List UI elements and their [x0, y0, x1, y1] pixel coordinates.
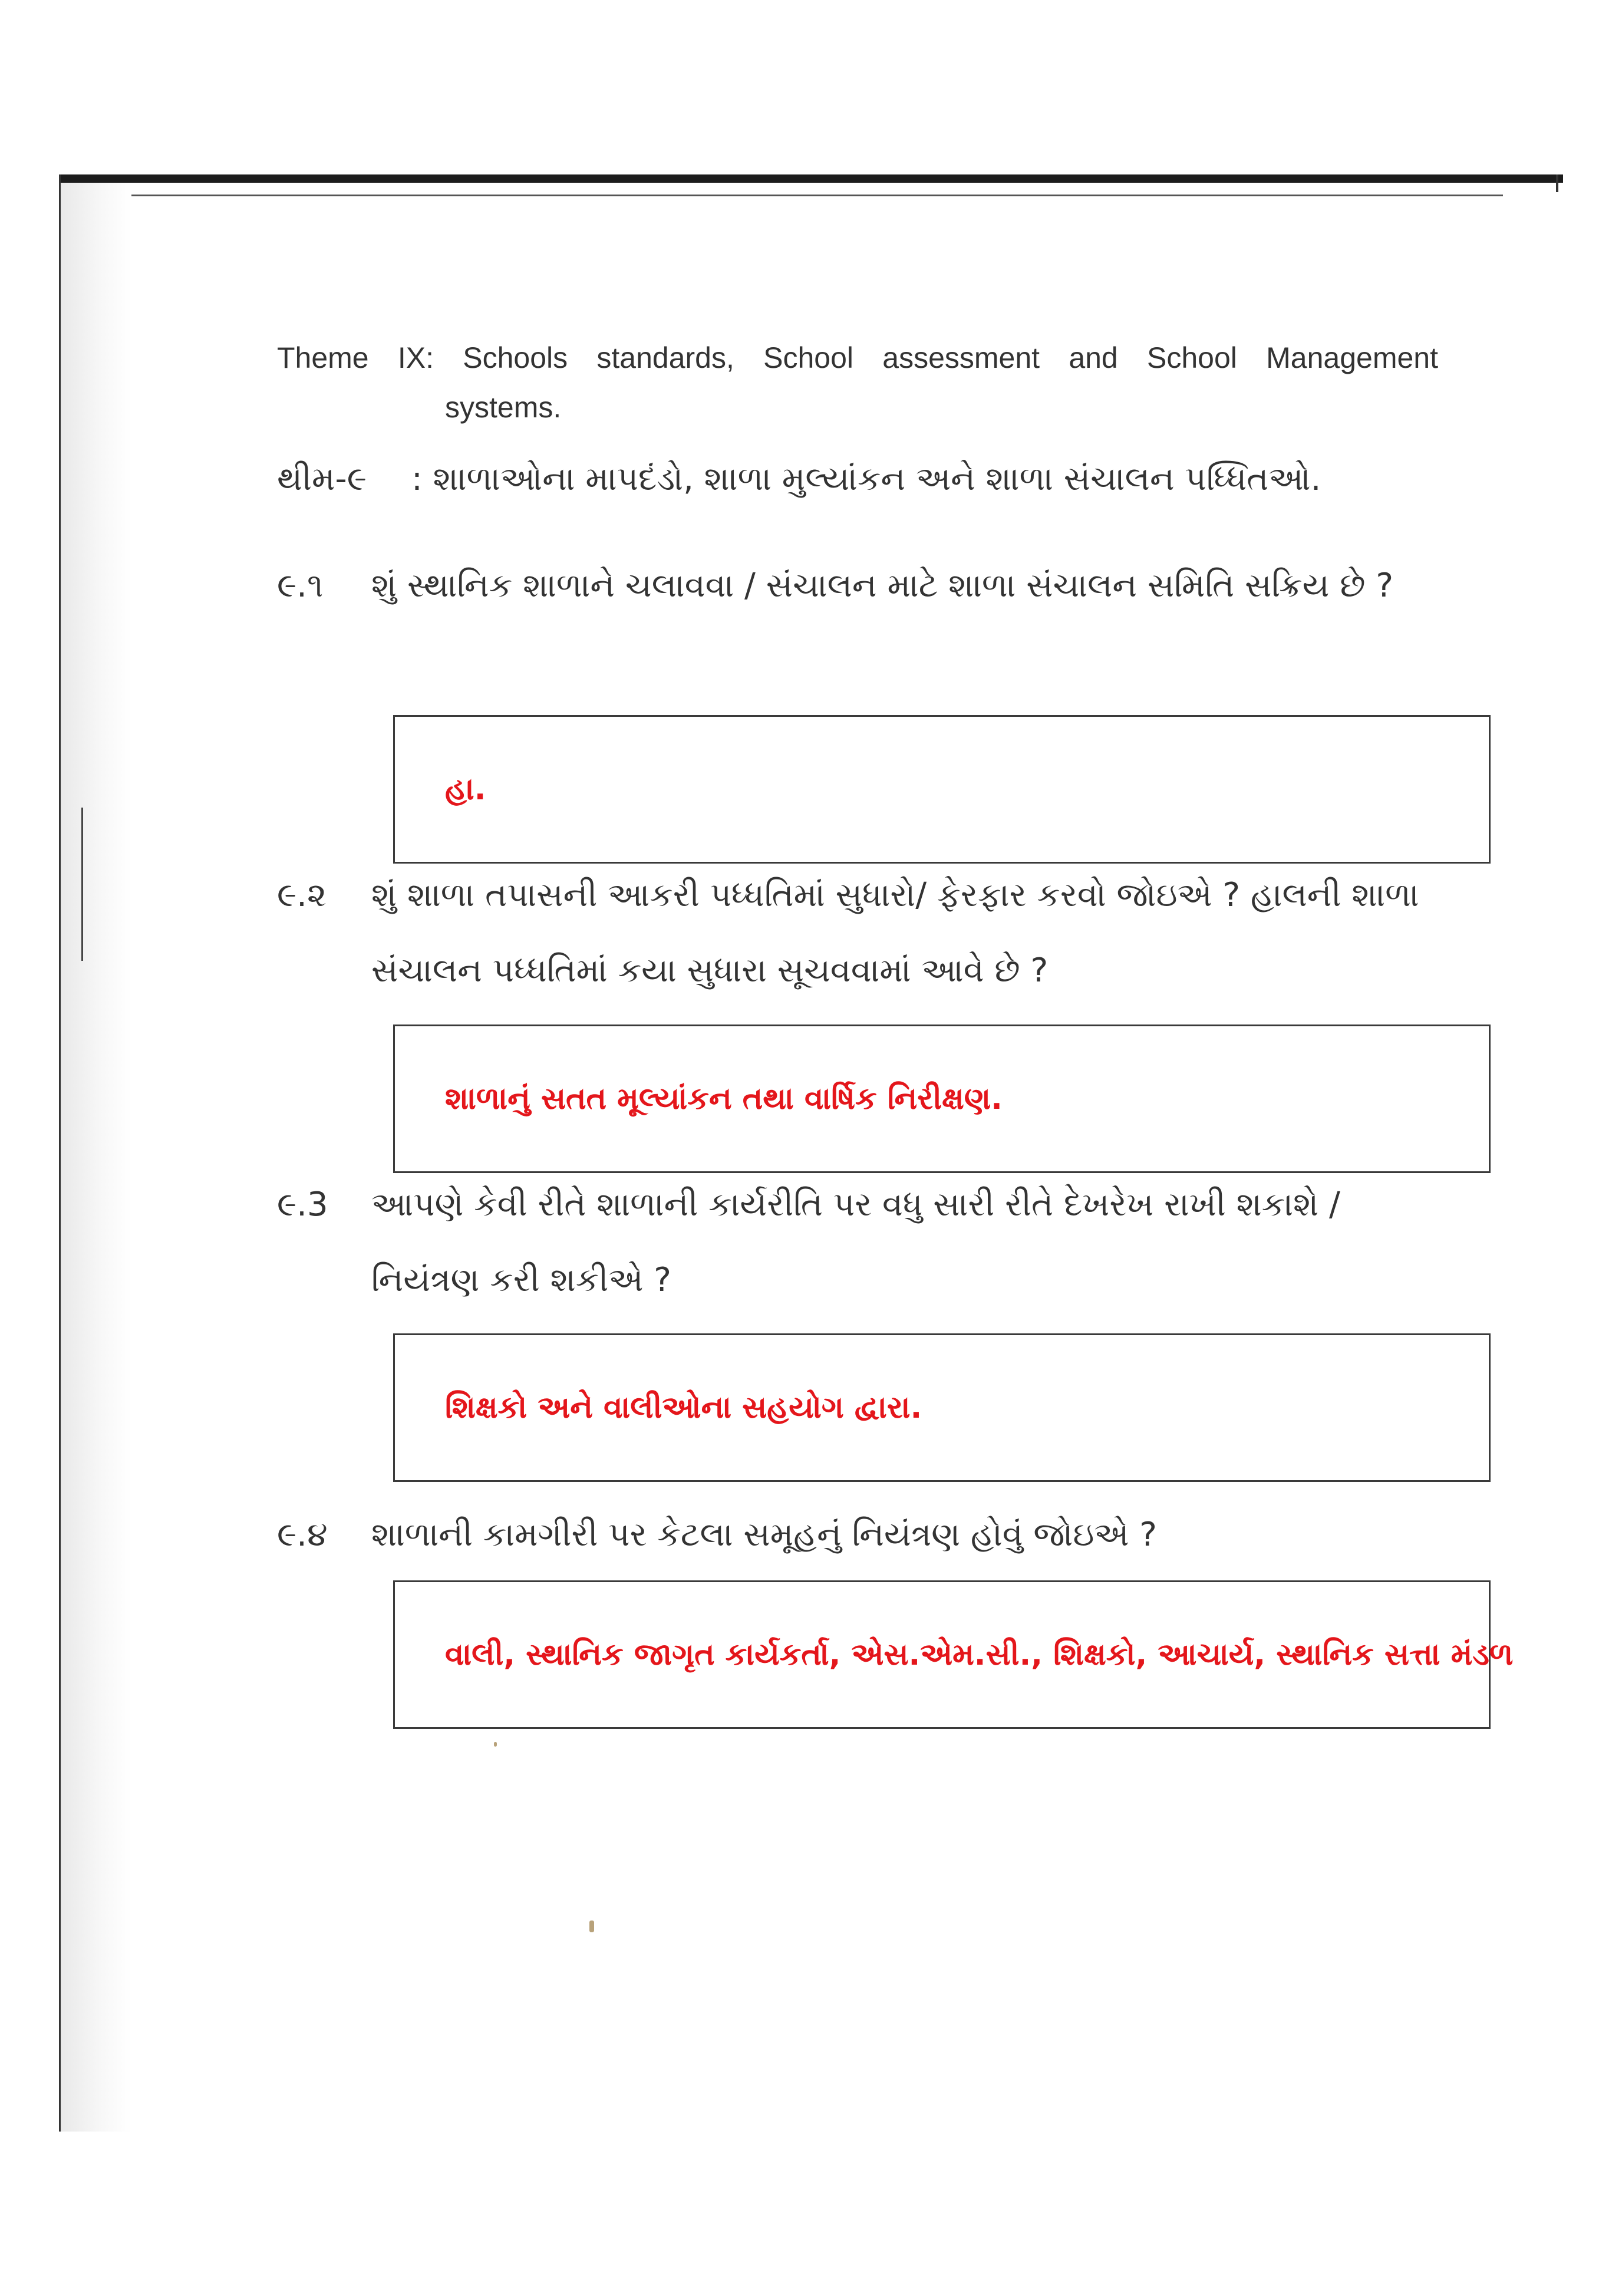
theme-heading-english — [277, 333, 1438, 432]
theme-label: થીમ-૯ — [277, 460, 367, 498]
question-text: શાળાની કામગીરી પર કેટલા સમૂહનું નિયંત્રણ હોવું જોઇએ ? — [371, 1516, 1158, 1554]
answer-box — [393, 1333, 1491, 1482]
theme-word: School — [763, 341, 854, 374]
theme-word: and — [1069, 341, 1118, 374]
theme-word: standards, — [596, 341, 734, 374]
theme-word: Theme — [277, 341, 369, 374]
answer-text: હા. — [445, 771, 486, 807]
question-item — [277, 1497, 1426, 1573]
theme-word: assessment — [882, 341, 1040, 374]
question-number: ૯.૨ — [277, 876, 327, 914]
theme-heading-english-line1 — [277, 333, 1438, 383]
answer-box — [393, 1580, 1514, 1729]
question-item — [277, 548, 1426, 624]
scan-left-mark — [81, 808, 83, 961]
scan-left-shadow — [61, 183, 131, 2132]
question-number: ૯.૧ — [277, 566, 324, 605]
theme-word: Schools — [463, 341, 568, 374]
answer-text: શિક્ષકો અને વાલીઓના સહયોગ દ્વારા. — [445, 1389, 922, 1425]
answer-text: શાળાનું સતત મૂલ્યાંકન તથા વાર્ષિક નિરીક્ષણ. — [445, 1081, 1003, 1116]
theme-word: IX: — [397, 341, 434, 374]
scan-right-edge — [1556, 174, 1558, 192]
question-text: શું સ્થાનિક શાળાને ચલાવવા / સંચાલન માટે શાળા સંચાલન સમિતિ સક્રિય છે ? — [371, 566, 1394, 605]
paper-speck — [494, 1742, 497, 1747]
question-item — [277, 1167, 1426, 1318]
scan-top-edge — [59, 174, 1563, 183]
question-text: આપણે કેવી રીતે શાળાની કાર્યરીતિ પર વધુ સારી રીતે દેખરેખ રાખી શકાશે / નિયંત્રણ કરી શકીએ ? — [371, 1185, 1340, 1299]
answer-text: વાલી, સ્થાનિક જાગૃત કાર્યકર્તા, એસ.એમ.સી., શિક્ષકો, આચાર્ય, સ્થાનિક સત્તા મંડળ — [445, 1636, 1514, 1672]
theme-title: : શાળાઓના માપદંડો, શાળા મુલ્યાંકન અને શાળા સંચાલન પધ્ધિતઓ. — [411, 460, 1321, 498]
theme-heading-english-line2: systems. — [445, 391, 562, 424]
question-number: ૯.3 — [277, 1185, 328, 1224]
question-text: શું શાળા તપાસની આકરી પધ્ધતિમાં સુધારો/ ફેરફાર કરવો જોઇએ ? હાલની શાળા સંચાલન પધ્ધતિમાં કયા સુધારા સૂચવવામાં આવે છે ? — [371, 876, 1419, 990]
scan-inner-edge — [88, 195, 1503, 196]
answer-box — [393, 1025, 1491, 1173]
theme-word: Management — [1266, 341, 1438, 374]
paper-speck — [589, 1921, 594, 1932]
answer-box — [393, 715, 1491, 864]
theme-word: School — [1147, 341, 1237, 374]
question-item — [277, 858, 1426, 1009]
question-number: ૯.૪ — [277, 1516, 328, 1554]
theme-heading-gujarati — [277, 460, 1321, 499]
